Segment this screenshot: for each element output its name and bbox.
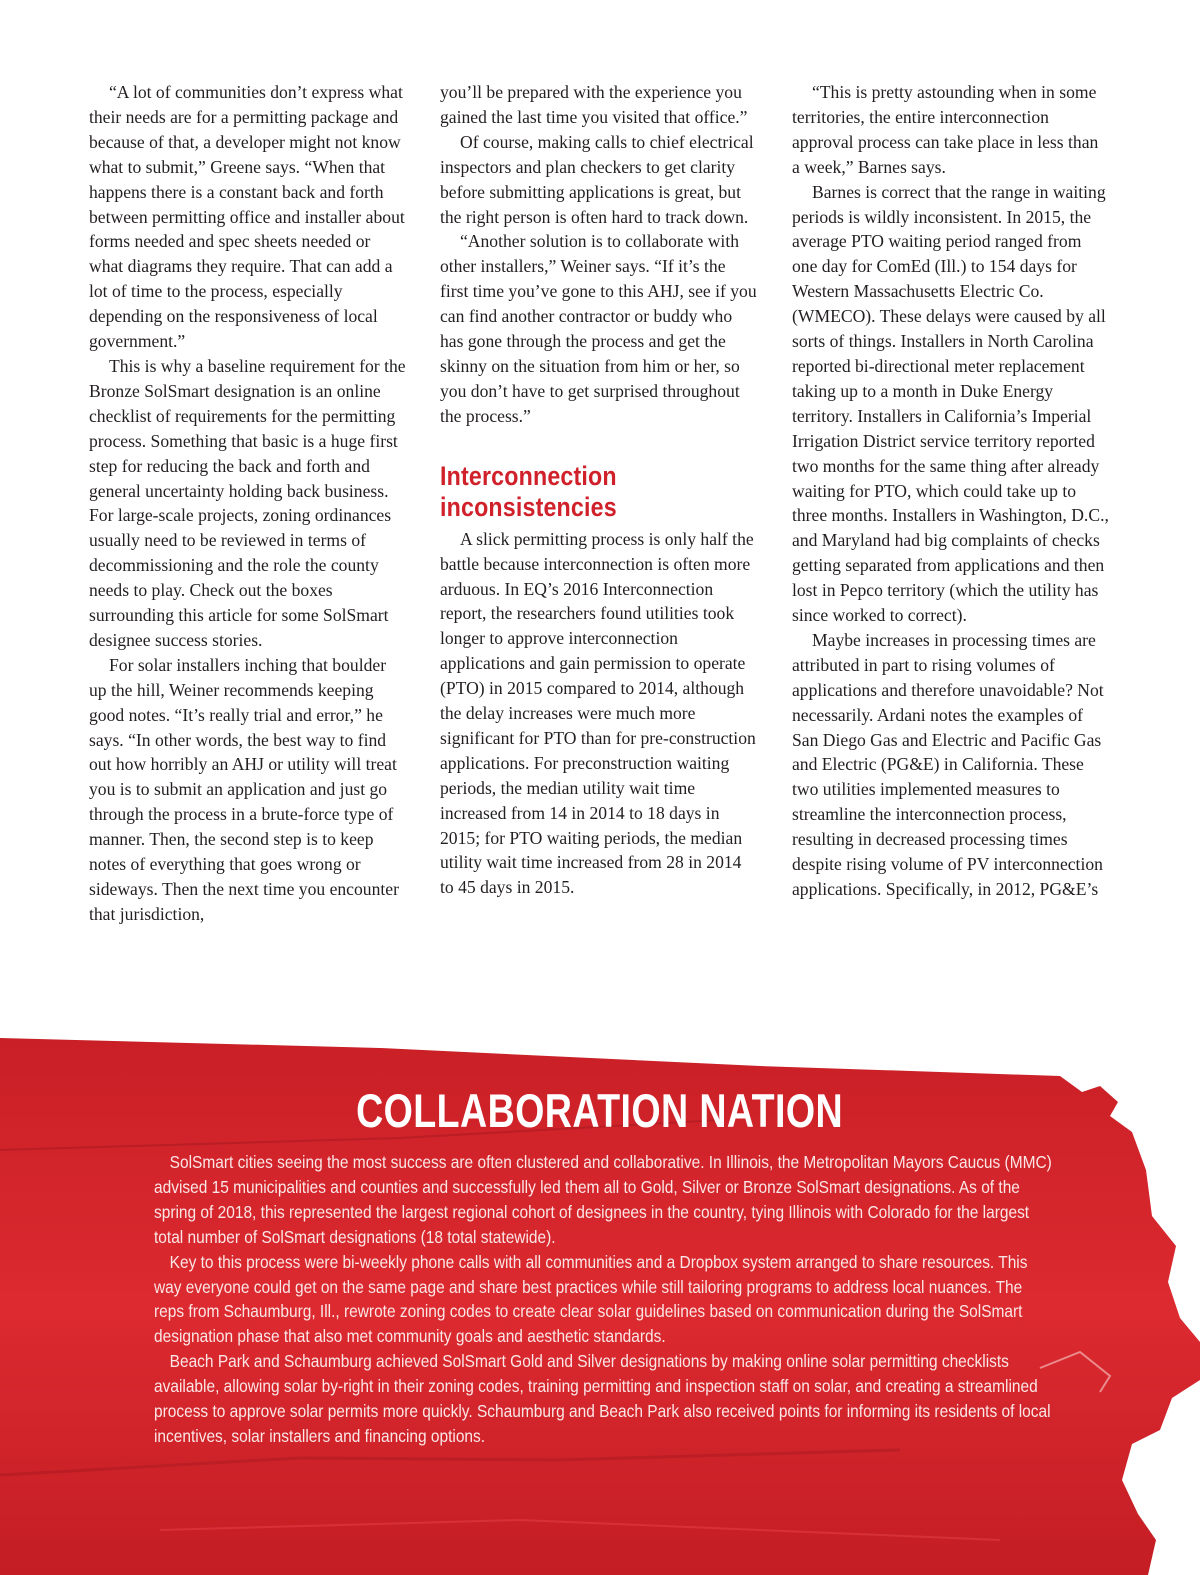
- sidebar-body: [154, 1150, 1054, 1449]
- article-column-2: [440, 80, 758, 900]
- sidebar-title: COLLABORATION NATION: [356, 1084, 844, 1137]
- paragraph: you’ll be prepared with the experience you gained the last time you visited that office.”: [440, 82, 748, 127]
- paragraph: This is why a baseline requirement for the Bronze SolSmart designation is an online checklist of requirements for the permitting process. Something that basic is a huge first step for reducing the back and forth and general uncertainty holding back business. For large-scale projects, zoning ordinances usually need to be reviewed in terms of decommissioning and the role the county needs to play. Check out the boxes surrounding this article for some SolSmart designee success stories.: [89, 355, 406, 650]
- paragraph: “A lot of communities don’t express what their needs are for a permitting package and because of that, a developer might not know what to submit,” Greene says. “When that happens there is a constant back and forth between permitting office and installer about forms needed and spec sheets needed or what diagrams they require. That can add a lot of time to the process, especially depending on the responsiveness of local government.”: [89, 82, 405, 352]
- section-subheading: Interconnection inconsistencies: [440, 460, 617, 522]
- article-column-1: [89, 80, 407, 927]
- paragraph: “This is pretty astounding when in some territories, the entire interconnection approval process can take place in less than a week,” Barnes says.: [792, 82, 1099, 177]
- paragraph: “Another solution is to collaborate with other installers,” Weiner says. “If it’s the first time you’ve gone to this AHJ, see if you can find another contractor or buddy who has gone through the process and get the skinny on the situation from him or her, so you don’t have to get surprised throughout the process.”: [440, 231, 757, 426]
- sidebar-paragraph: Beach Park and Schaumburg achieved SolSmart Gold and Silver designations by making online solar permitting checklists available, allowing solar by-right in their zoning codes, training permitting and inspection staff on solar, and creating a streamlined process to approve solar permits more quickly. Schaumburg and Beach Park also received points for informing its residents of local incentives, solar installers and financing options.: [154, 1351, 1051, 1446]
- sidebar-paragraph: Key to this process were bi-weekly phone calls with all communities and a Dropbox system arranged to share resources. This way everyone could get on the same page and share best practices while still tailoring programs to address local nuances. The reps from Schaumburg, Ill., rewrote zoning codes to create clear solar guidelines based on communication during the SolSmart designation phase that also met community goals and aesthetic standards.: [154, 1251, 1028, 1347]
- paragraph: For solar installers inching that boulder up the hill, Weiner recommends keeping good notes. “It’s really trial and error,” he says. “In other words, the best way to find out how horribly an AHJ or utility will treat you is to submit an application and just go through the process in a brute-force type of manner. Then, the second step is to keep notes of everything that goes wrong or sideways. Then the next time you encounter that jurisdiction,: [89, 654, 399, 924]
- paragraph: Maybe increases in processing times are attributed in part to rising volumes of applications and therefore unavoidable? Not necessarily. Ardani notes the examples of San Diego Gas and Electric and Pacific Gas and Electric (PG&E) in California. These two utilities implemented measures to streamline the interconnection process, resulting in decreased processing times despite rising volume of PV interconnection applications. Specifically, in 2012, PG&E’s: [792, 629, 1104, 899]
- article-column-3: [792, 80, 1110, 902]
- sidebar-paragraph: SolSmart cities seeing the most success are often clustered and collaborative. In Illinois, the Metropolitan Mayors Caucus (MMC) advised 15 municipalities and counties and successfully led them all to Gold, Silver or Bronze SolSmart designations. As of the spring of 2018, this represented the largest regional cohort of designees in the country, tying Illinois with Colorado for the largest total number of SolSmart designations (18 total statewide).: [154, 1152, 1052, 1247]
- paragraph: Barnes is correct that the range in waiting periods is wildly inconsistent. In 2015, the average PTO waiting period ranged from one day for ComEd (Ill.) to 154 days for Western Massachusetts Electric Co. (WMECO). These delays were caused by all sorts of things. Installers in North Carolina reported bi-directional meter replacement taking up to a month in Duke Energy territory. Installers in California’s Imperial Irrigation District service territory reported two months for the same thing after already waiting for PTO, which could take up to three months. Installers in Washington, D.C., and Maryland had big complaints of checks getting separated from applications and then lost in Pepco territory (which the utility has since worked to correct).: [792, 181, 1109, 626]
- paragraph: Of course, making calls to chief electrical inspectors and plan checkers to get clarity before submitting applications is great, but the right person is often hard to track down.: [440, 131, 754, 227]
- paragraph: A slick permitting process is only half the battle because interconnection is often more arduous. In EQ’s 2016 Interconnection report, the researchers found utilities took longer to approve interconnection applications and gain permission to operate (PTO) in 2015 compared to 2014, although the delay increases were much more significant for PTO than for pre-construction applications. For preconstruction waiting periods, the median utility wait time increased from 14 in 2014 to 18 days in 2015; for PTO waiting periods, the median utility wait time increased from 28 in 2014 to 45 days in 2015.: [440, 528, 756, 898]
